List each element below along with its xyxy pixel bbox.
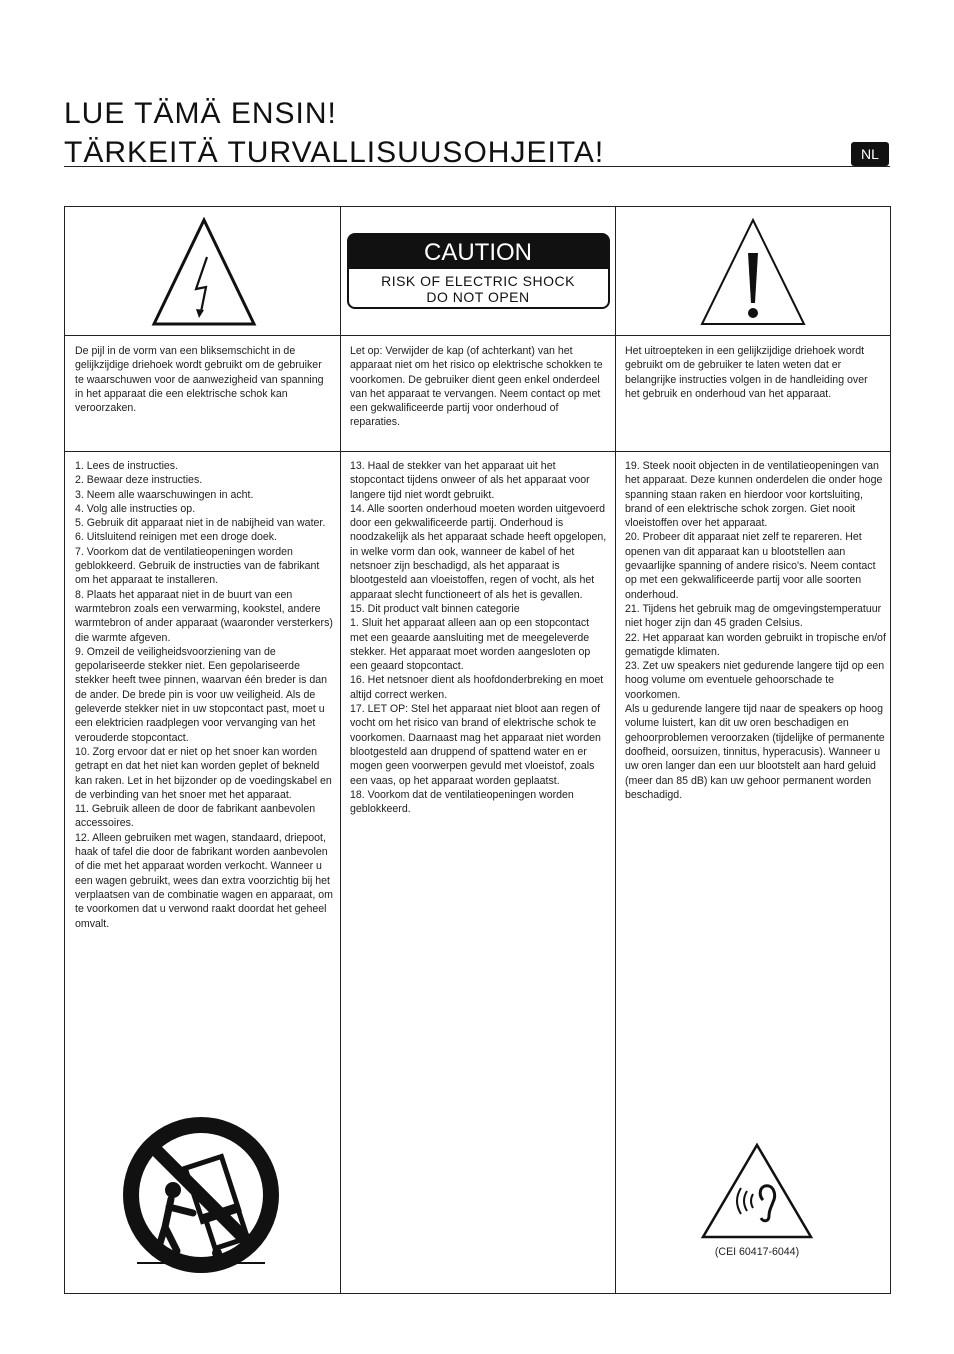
instruction-item: 22. Het apparaat kan worden gebruikt in tropische en/of gematigde klimaten. xyxy=(625,631,886,658)
instructions-column-2 xyxy=(350,459,608,816)
instruction-item: 19. Steek nooit objecten in de ventilatieopeningen van het apparaat. Deze kunnen onderdelen die onder hoge spanning staan raken en hierdoor voor kortsluiting, brand of een elektrische schok zorgen. Giet nooit vloeistoffen over het apparaat. xyxy=(625,460,883,530)
row-divider-1 xyxy=(65,335,890,336)
instructions-column-3 xyxy=(625,459,887,802)
instruction-item: 4. Volg alle instructies op. xyxy=(75,502,196,515)
instruction-item: 8. Plaats het apparaat niet in de buurt van een warmtebron zoals een verwarming, kookstel, andere warmtebron of ander apparaat (waaronder versterkers) die warmte afgeven. xyxy=(75,588,333,644)
caution-description: Let op: Verwijder de kap (of achterkant) van het apparaat niet om het risico op elektrische schokken te voorkomen. De gebruiker dient geen enkel onderdeel van het apparaat te vervangen. Neem contact op met een gekwalificeerde partij voor onderhoud of reparaties. xyxy=(350,345,603,429)
caution-do-not-open-text: DO NOT OPEN xyxy=(426,289,530,305)
language-badge: NL xyxy=(851,142,889,166)
instruction-item: 12. Alleen gebruiken met wagen, standaard, driepoot, haak of tafel die door de fabrikant worden aanbevolen of die met het apparaat worden verkocht. Wanneer u een wagen gebruikt, wees dan extra voorzichtig bij het verplaatsen van de combinatie wagen en apparaat, om te voorkomen dat u verwond raakt doordat het geheel omvalt. xyxy=(75,831,333,930)
instruction-item: 7. Voorkom dat de ventilatieopeningen worden geblokkeerd. Gebruik de instructies van de fabrikant om het apparaat te installeren. xyxy=(75,545,320,587)
row-divider-2 xyxy=(65,451,890,452)
hearing-damage-warning-icon xyxy=(699,1142,815,1242)
instruction-item: 11. Gebruik alleen de door de fabrikant aanbevolen accessoires. xyxy=(75,803,316,830)
instruction-item: 20. Probeer dit apparaat niet zelf te repareren. Het openen van dit apparaat kan u blootstellen aan gevaarlijke spanning of andere risico's. Neem contact op met een gekwalificeerde partij voor alle soorten onderhoud. xyxy=(625,531,876,601)
instruction-item: 16. Het netsnoer dient als hoofdonderbreking en moet altijd correct werken. xyxy=(350,674,604,701)
title-divider xyxy=(64,166,890,167)
cart-tipover-warning-icon xyxy=(121,1115,281,1275)
instruction-item: 2. Bewaar deze instructies. xyxy=(75,474,203,487)
instruction-item: 17. LET OP: Stel het apparaat niet bloot aan regen of vocht om het risico van brand of elektrische schok te voorkomen. Daarnaast mag het apparaat niet worden blootgesteld aan druppend of spattend water en er mogen geen voorwerpen gevuld met vloeistof, zoals een vaas, op het apparaat worden geplaatst. xyxy=(350,703,601,787)
safety-table xyxy=(64,206,891,1294)
column-divider-1 xyxy=(340,207,341,1293)
instruction-item: 6. Uitsluitend reinigen met een droge doek. xyxy=(75,531,277,544)
page-title xyxy=(64,94,824,172)
title-line-2: TÄRKEITÄ TURVALLISUUSOHJEITA! xyxy=(64,136,605,169)
instruction-item: 23. Zet uw speakers niet gedurende langere tijd op een hoog volume om eventuele gehoorschade te voorkomen. xyxy=(625,660,885,701)
caution-label xyxy=(347,233,610,309)
instruction-item: 21. Tijdens het gebruik mag de omgevingstemperatuur niet hoger zijn dan 45 graden Celsius. xyxy=(625,602,882,630)
lightning-warning-icon xyxy=(150,217,258,327)
instruction-item: 1. Sluit het apparaat alleen aan op een stopcontact met een geaarde aansluiting met de meegeleverde stekker. Het apparaat moet worden aangesloten op een geaard stopcontact. xyxy=(350,617,591,673)
title-line-1: LUE TÄMÄ ENSIN! xyxy=(64,97,337,130)
caution-risk-text: RISK OF ELECTRIC SHOCK xyxy=(381,273,575,289)
instruction-item: 9. Omzeil de veiligheidsvoorziening van de gepolariseerde stekker niet. Een gepolariseerde stekker heeft twee pinnen, waarvan één breder is dan de ander. De brede pin is voor uw veiligheid. Als de geleverde stekker niet in uw stopcontact past, moet u een elektricien raadplegen voor vervanging van het verouderde stopcontact. xyxy=(75,645,328,744)
instruction-item: 10. Zorg ervoor dat er niet op het snoer kan worden getrapt en dat het niet kan worden geplet of bekneld kan raken. Let in het bijzonder op de voedingskabel en de verbinding van het snoer met het apparaat. xyxy=(75,745,332,801)
instruction-item: 13. Haal de stekker van het apparaat uit het stopcontact tijdens onweer of als het apparaat voor langere tijd niet wordt gebruikt. xyxy=(350,460,590,501)
instruction-item: 18. Voorkom dat de ventilatieopeningen worden geblokkeerd. xyxy=(350,788,574,816)
instruction-item: Als u gedurende langere tijd naar de speakers op hoog volume luistert, kan dit uw oren beschadigen en gehoorproblemen veroorzaken (tijdelijke of permanente doofheid, oorsuizen, tinnitus, hyperacusis). Wanneer u uw oren langer dan een uur blootstelt aan hard geluid (meer dan 85 dB) kan uw gehoor permanent worden beschadigd. xyxy=(625,703,885,801)
instruction-item: 5. Gebruik dit apparaat niet in de nabijheid van water. xyxy=(75,517,326,530)
instruction-item: 3. Neem alle waarschuwingen in acht. xyxy=(75,488,254,501)
column-divider-2 xyxy=(615,207,616,1293)
instructions-column-1 xyxy=(75,459,333,931)
instruction-item: 15. Dit product valt binnen categorie xyxy=(350,602,520,615)
lightning-description: De pijl in de vorm van een bliksemschicht in de gelijkzijdige driehoek wordt gebruikt om de gebruiker te waarschuwen voor de aanwezigheid van spanning in het apparaat die een elektrische schok kan veroorzaken. xyxy=(75,345,324,415)
hearing-symbol-caption: (CEI 60417-6044) xyxy=(714,1246,800,1258)
exclamation-warning-icon xyxy=(698,217,808,327)
instruction-item: 14. Alle soorten onderhoud moeten worden uitgevoerd door een gekwalificeerde partij. Onderhoud is noodzakelijk als het apparaat schade heeft opgelopen, in welke vorm dan ook, wanneer de kabel of het netsnoer zijn beschadigd, als het apparaat is blootgesteld aan vloeistoffen, regen of vocht, als het apparaat slecht functioneert of als het is gevallen. xyxy=(350,502,607,601)
exclamation-description: Het uitroepteken in een gelijkzijdige driehoek wordt gebruikt om de gebruiker te laten weten dat er belangrijke instructies volgen in de handleiding over het gebruik en onderhoud van het apparaat. xyxy=(625,345,868,400)
caution-title: CAUTION xyxy=(424,239,532,266)
instruction-item: 1. Lees de instructies. xyxy=(75,460,179,472)
